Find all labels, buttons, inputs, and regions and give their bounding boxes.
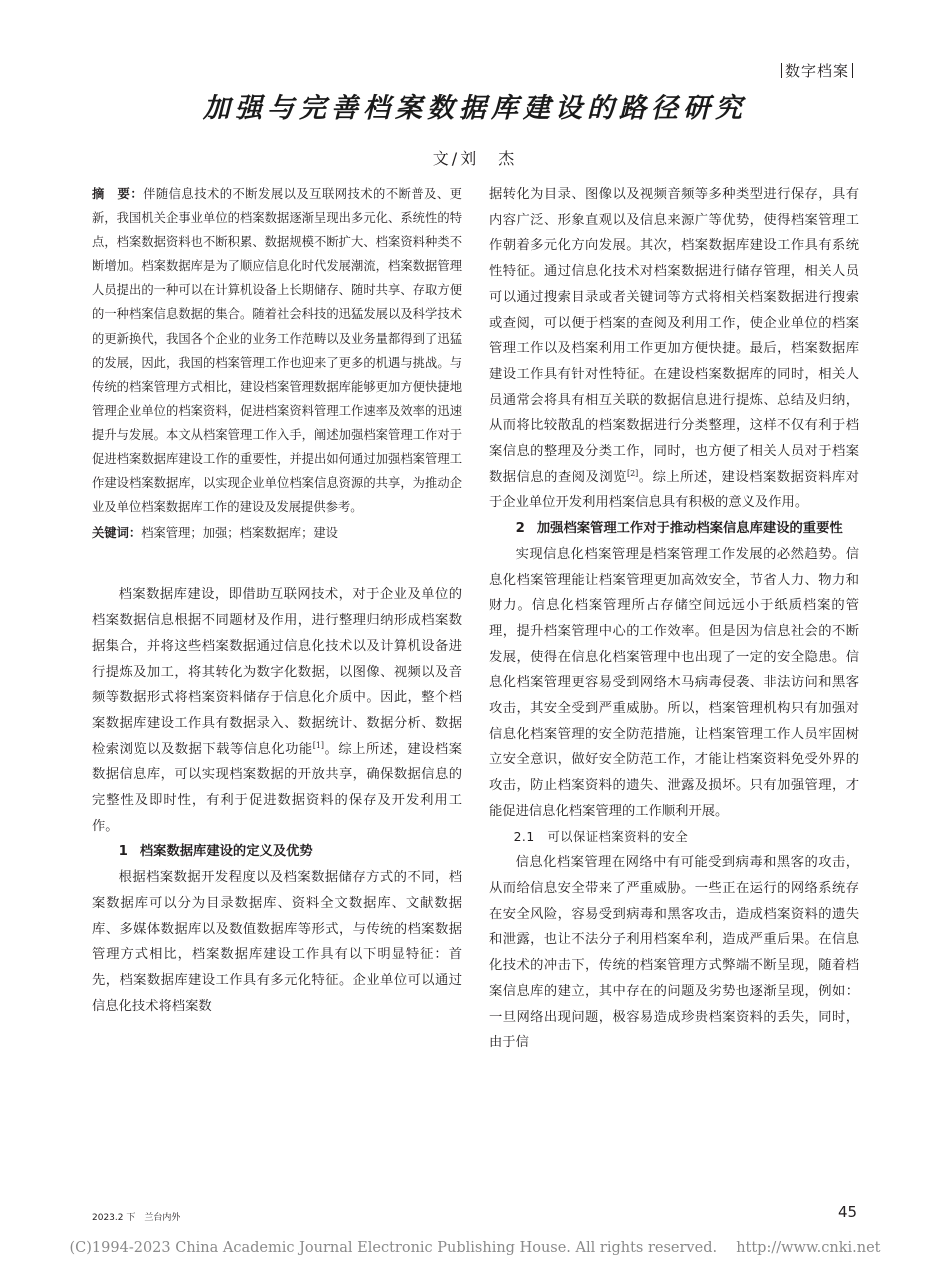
section-1-title: 档案数据库建设的定义及优势 (139, 844, 313, 860)
section-2-1-heading: 2.1 可以保证档案资料的安全 (513, 829, 689, 844)
tag-divider-left (781, 63, 782, 78)
section-1-continued (489, 182, 859, 516)
section-2-1-paragraph: 信息化档案管理在网络中有可能受到病毒和黑客的攻击，从而给信息安全带来了严重威胁。一些正在运行的网络系统存在安全风险，容易受到病毒和黑客攻击，造成档案资料的遗失和泄露，也让不法分子利用档案牟利，造成严重后果。在信息化技术的冲击下，传统的档案管理方式弊端不断呈现，随着档案信息库的建立，其中存在的问题及劣势也逐渐呈现，例如：一旦网络出现问题，极容易造成珍贵档案资料的丢失，同时，由于信 (489, 855, 859, 1051)
section-1-heading (92, 839, 462, 865)
section-2-title: 加强档案管理工作对于推动档案信息库建设的重要性 (536, 521, 843, 537)
reference-1[interactable]: [1] (312, 740, 325, 750)
keywords-label: 关键词： (92, 526, 142, 541)
section-2-heading (489, 516, 859, 542)
article-author: 文/刘 杰 (432, 149, 518, 168)
page-number: 45 (838, 1203, 858, 1221)
intro-text-a: 档案数据库建设，即借助互联网技术，对于企业及单位的档案数据信息根据不同题材及作用，进行整理归纳形成档案数据集合，并将这些档案数据通过信息化技术以及计算机设备进行提炼及加工，将其转化为数字化数据，以图像、视频以及音频等数据形式将档案资料储存于信息化介质中。因此，整个档案数据库建设工作具有数据录入、数据统计、数据分析、数据检索浏览以及数据下载等信息化功能 (92, 587, 462, 757)
left-column (92, 182, 462, 1019)
section-2-paragraph: 实现信息化档案管理是档案管理工作发展的必然趋势。信息化档案管理能让档案管理更加高效安全，节省人力、物力和财力。信息化档案管理所占存储空间远远小于纸质档案的管理，提升档案管理中心的工作效率。但是因为信息社会的不断发展，使得在信息化档案管理中也出现了一定的安全隐患。信息化档案管理更容易受到网络木马病毒侵袭、非法访问和黑客攻击，其安全受到严重威胁。所以，档案管理机构只有加强对信息化档案管理的安全防范措施，让档案管理工作人员牢固树立安全意识，做好安全防范工作，才能让档案资料免受外界的攻击，防止档案资料的遗失、泄露及损坏。只有加强管理，才能促进信息化档案管理的工作顺利开展。 (489, 546, 859, 819)
keywords-text: 档案管理；加强；档案数据库；建设 (141, 526, 338, 541)
intro-paragraph (92, 582, 462, 839)
journal-issue: 2023.2 下 兰台内外 (92, 1213, 181, 1223)
article-title: 加强与完善档案数据库建设的路径研究 (203, 93, 747, 124)
abstract-text: 伴随信息技术的不断发展以及互联网技术的不断普及、更新，我国机关企事业单位的档案数据逐渐呈现出多元化、系统性的特点，档案数据资料也不断积累、数据规模不断扩大、档案资料种类不断增加。档案数据库是为了顺应信息化时代发展潮流，档案数据管理人员提出的一种可以在计算机设备上长期储存、随时共享、存取方便的一种档案信息数据的集合。随着社会科技的迅猛发展以及科学技术的更新换代，我国各个企业的业务工作范畴以及业务量都得到了迅猛的发展，因此，我国的档案管理工作也迎来了更多的机遇与挑战。与传统的档案管理方式相比，建设档案管理数据库能够更加方便快捷地管理企业单位的档案资料，促进档案资料管理工作速率及效率的迅速提升与发展。本文从档案管理工作入手，阐述加强档案管理工作对于促进档案数据库建设工作的重要性，并提出如何通过加强档案管理工作建设档案数据库，以实现企业单位档案信息资源的共享，为推动企业及单位档案数据库工作的建设及发展提供参考。 (92, 187, 462, 515)
tag-divider-right (852, 63, 853, 78)
intro-text-b: 。综上所述，建设档案数据信息库，可以实现档案数据的开放共享，确保数据信息的完整性及即时性，有利于促进数据资料的保存及开发利用工作。 (92, 741, 463, 834)
section-tag (778, 60, 856, 81)
abstract (92, 182, 462, 519)
abstract-label: 摘 要： (92, 187, 144, 201)
copyright-notice: (C)1994-2023 China Academic Journal Electronic Publishing House. All rights reserved. http://www.cnki.net (69, 1240, 881, 1256)
section-1-cont-text-a: 据转化为目录、图像以及视频音频等多种类型进行保存，具有内容广泛、形象直观以及信息来源广等优势，使得档案管理工作朝着多元化方向发展。其次，档案数据库建设工作具有系统性特征。通过信息化技术对档案数据进行储存管理，相关人员可以通过搜索目录或者关键词等方式将相关档案数据进行搜索或查阅，可以便于档案的查阅及利用工作，使企业单位的档案管理工作以及档案利用工作更加方便快捷。最后，档案数据库建设工作具有针对性特征。在建设档案数据库的同时，相关人员通常会将具有相互关联的数据信息进行提炼、总结及归纳，从而将比较散乱的档案数据进行分类整理，这样不仅有利于档案信息的整理及分类工作，同时，也方便了相关人员对于档案数据信息的查阅及浏览 (489, 187, 859, 485)
section-1-number: 1 (118, 844, 128, 860)
keywords (92, 521, 462, 545)
right-column (489, 182, 859, 1056)
section-1-paragraph: 根据档案数据开发程度以及档案数据储存方式的不同，档案数据库可以分为目录数据库、资料全文数据库、文献数据库、多媒体数据库以及数值数据库等形式，与传统的档案数据管理方式相比，档案数据库建设工作具有以下明显特征：首先，档案数据库建设工作具有多元化特征。企业单位可以通过信息化技术将档案数 (92, 870, 462, 1014)
section-2-number: 2 (515, 521, 525, 537)
section-1-cont-text-b: 。综上所述，建设档案数据资料库对于企业单位开发利用档案信息具有积极的意义及作用。 (489, 469, 860, 511)
reference-2[interactable]: [2] (626, 468, 639, 478)
section-name: 数字档案 (785, 62, 850, 80)
